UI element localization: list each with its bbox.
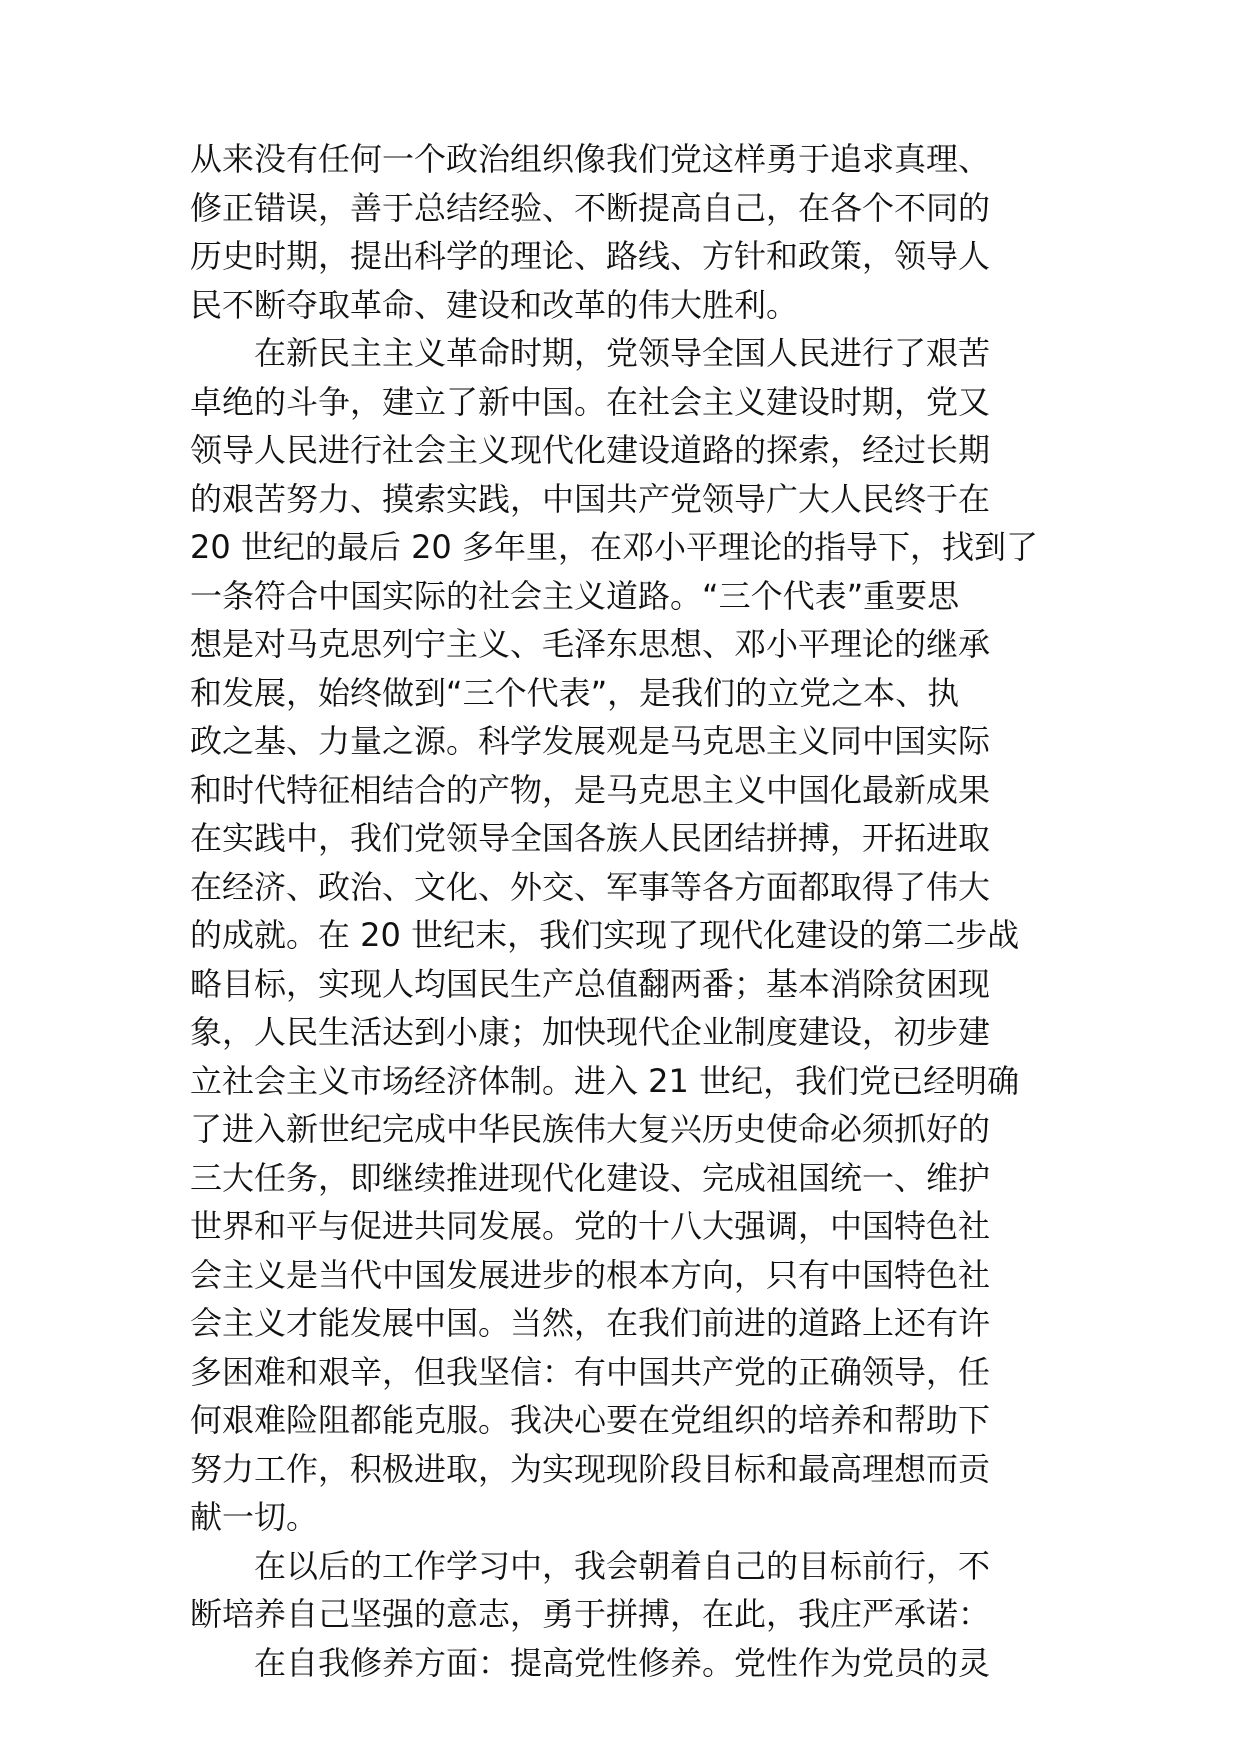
text-line: 献一切。 xyxy=(190,1498,319,1536)
text-line: 修正错误，善于总结经验、不断提高自己，在各个不同的 xyxy=(190,188,991,227)
text-line: 一条符合中国实际的社会主义道路。“三个代表”重要思 xyxy=(190,576,960,615)
text-line: 了进入新世纪完成中华民族伟大复兴历史使命必须抓好的 xyxy=(190,1110,991,1148)
text-line: 在经济、政治、文化、外交、军事等各方面都取得了伟大 xyxy=(190,867,991,906)
text-line: 多困难和艰辛，但我坚信：有中国共产党的正确领导，任 xyxy=(190,1352,991,1391)
text-line: 努力工作，积极进取，为实现现阶段目标和最高理想而贡 xyxy=(190,1449,991,1488)
text-line: 象，人民生活达到小康；加快现代企业制度建设，初步建 xyxy=(190,1013,991,1051)
document-page xyxy=(190,135,1060,1687)
paragraph xyxy=(190,329,1060,1542)
text-line: 三大任务，即继续推进现代化建设、完成祖国统一、维护 xyxy=(190,1158,991,1197)
text-line: 在新民主主义革命时期，党领导全国人民进行了艰苦 xyxy=(254,334,991,372)
text-line: 立社会主义市场经济体制。进入 21 世纪，我们党已经明确 xyxy=(190,1061,1020,1100)
paragraph xyxy=(190,1639,1060,1688)
paragraph xyxy=(190,1542,1060,1639)
text-line: 何艰难险阻都能克服。我决心要在党组织的培养和帮助下 xyxy=(190,1401,991,1439)
text-line: 政之基、力量之源。科学发展观是马克思主义同中国实际 xyxy=(190,722,991,760)
text-line: 从来没有任何一个政治组织像我们党这样勇于追求真理、 xyxy=(190,140,991,178)
text-line: 在以后的工作学习中，我会朝着自己的目标前行，不 xyxy=(254,1546,991,1585)
text-line: 在实践中，我们党领导全国各族人民团结拼搏，开拓进取 xyxy=(190,819,991,857)
paragraph xyxy=(190,135,1060,329)
text-line: 略目标，实现人均国民生产总值翻两番；基本消除贫困现 xyxy=(190,964,991,1003)
text-line: 会主义是当代中国发展进步的根本方向，只有中国特色社 xyxy=(190,1255,991,1294)
text-line: 历史时期，提出科学的理论、路线、方针和政策，领导人 xyxy=(190,237,991,275)
text-line: 会主义才能发展中国。当然，在我们前进的道路上还有许 xyxy=(190,1304,991,1342)
text-line: 的成就。在 20 世纪末，我们实现了现代化建设的第二步战 xyxy=(190,916,1020,954)
text-line: 和时代特征相结合的产物，是马克思主义中国化最新成果 xyxy=(190,770,991,809)
text-line: 20 世纪的最后 20 多年里，在邓小平理论的指导下，找到了 xyxy=(190,528,1038,566)
text-line: 在自我修养方面：提高党性修养。党性作为党员的灵 xyxy=(254,1643,991,1682)
text-line: 世界和平与促进共同发展。党的十八大强调，中国特色社 xyxy=(190,1207,991,1245)
text-line: 民不断夺取革命、建设和改革的伟大胜利。 xyxy=(190,285,799,324)
text-line: 和发展，始终做到“三个代表”，是我们的立党之本、执 xyxy=(190,673,960,712)
text-line: 卓绝的斗争，建立了新中国。在社会主义建设时期，党又 xyxy=(190,382,991,421)
text-line: 想是对马克思列宁主义、毛泽东思想、邓小平理论的继承 xyxy=(190,625,991,663)
text-line: 的艰苦努力、摸索实践，中国共产党领导广大人民终于在 xyxy=(190,479,991,518)
text-line: 领导人民进行社会主义现代化建设道路的探索，经过长期 xyxy=(190,431,991,469)
text-line: 断培养自己坚强的意志，勇于拼搏，在此，我庄严承诺： xyxy=(190,1595,991,1633)
